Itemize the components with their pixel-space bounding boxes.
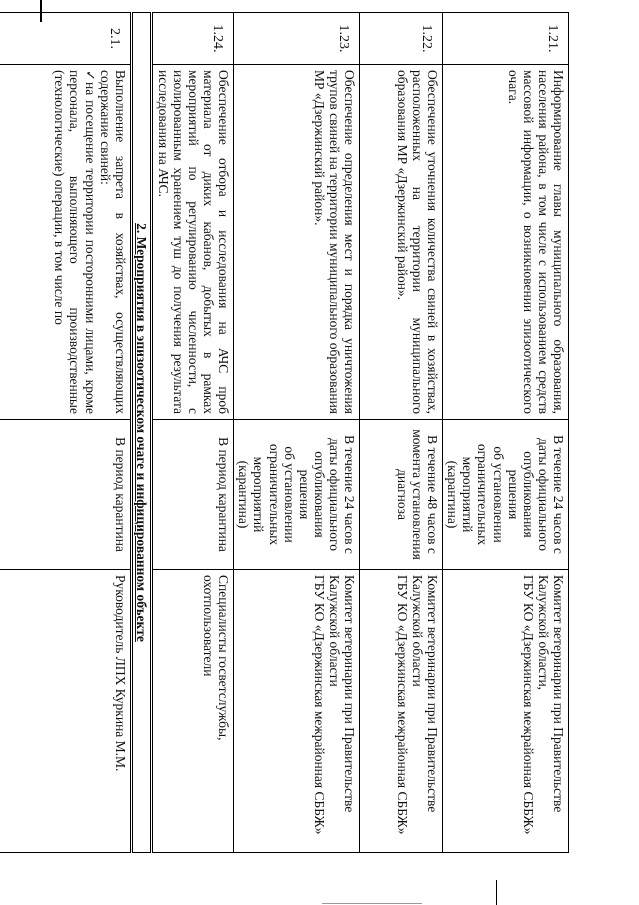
- term-cell: [360, 420, 443, 570]
- responsible-cell: Руководитель ЛПХ Куркина М.М.: [0, 570, 132, 853]
- responsible-line: Специалисты госветслужбы,: [216, 575, 232, 741]
- measure-text: Обеспечение определения мест и порядка уничтожения трупов свиней на территории муниципального образования МР «Дзержинский район».: [234, 65, 360, 420]
- responsible-line: Калужской области: [327, 575, 343, 687]
- term-line: В течение 48 часов с: [425, 435, 441, 554]
- responsible-line: охотпользователи: [201, 575, 217, 677]
- term-line: В течение 24 часов с: [342, 435, 358, 554]
- term-line: диагноза: [394, 469, 410, 520]
- row-number: 1.24.: [152, 13, 234, 65]
- term-line: мероприятий: [251, 456, 267, 533]
- term-line: ограничительных: [475, 443, 491, 546]
- row-number: 1.21.: [443, 13, 569, 65]
- term-line: В течение 24 часов с: [551, 435, 566, 554]
- responsible-line: ГБУ КО «Дзержинская межрайонная СББЖ»: [394, 575, 410, 835]
- measure-text: Информирование главы муниципального образования, населения района, в том числе с использованием средств массовой информации, о возникновении эпизоотического очага.: [443, 65, 569, 420]
- responsible-cell: [443, 570, 569, 853]
- responsible-line: ГБУ КО «Дзержинская межрайонная СББЖ»: [311, 575, 327, 835]
- responsible-line: Комитет ветеринарии при Правительстве: [425, 575, 441, 813]
- section-title: 2. Мероприятия в эпизоотическом очаге и инфицированном объекте: [132, 13, 152, 853]
- row-number: 1.23.: [234, 13, 360, 65]
- term-line: об установлении: [281, 446, 297, 543]
- checkmark-icon: ✓: [82, 70, 98, 81]
- row-number: 1.22.: [360, 13, 443, 65]
- term-line: В период карантина: [216, 437, 232, 552]
- term-line: мероприятий: [460, 456, 476, 533]
- scan-mark: [496, 880, 497, 905]
- table-row: [0, 13, 132, 853]
- measure-item: на посещение территории посторонними лицами, кроме персонала, выполняющего производственные (технологические) операции, в том числе по: [52, 70, 98, 414]
- term-line: (карантина): [445, 460, 461, 529]
- measure-text: Обеспечение отбора и исследования на АЧС проб материала от диких кабанов, добытых в рамках мероприятий по регулированию численности, с изолированным хранением туш до получения результата исследования на АЧС.: [152, 65, 234, 420]
- term-line: опубликования решения: [505, 451, 536, 538]
- term-line: даты официального: [535, 438, 551, 551]
- table-row: [443, 13, 569, 853]
- term-line: об установлении: [490, 446, 506, 543]
- row-number: 2.1.: [0, 13, 132, 65]
- responsible-cell: [152, 570, 234, 853]
- table-row: [234, 13, 360, 853]
- term-cell: В период карантина: [0, 420, 132, 570]
- measure-text: Обеспечение уточнения количества свиней в хозяйствах, расположенных на территории муниципального образования МР «Дзержинский район».: [360, 65, 443, 420]
- term-line: опубликования решения: [296, 451, 327, 538]
- responsible-cell: [234, 570, 360, 853]
- responsible-line: ГБУ КО «Дзержинская межрайонная СББЖ»: [520, 575, 536, 835]
- responsible-line: Калужской области,: [535, 575, 551, 691]
- responsible-cell: [360, 570, 443, 853]
- measures-table: [0, 12, 569, 853]
- responsible-line: Калужской области: [410, 575, 426, 687]
- measure-intro: Выполнение запрета в хозяйствах, осуществляющих содержание свиней:: [98, 70, 129, 414]
- responsible-line: Комитет ветеринарии при Правительстве: [342, 575, 358, 813]
- scan-mark: [40, 0, 42, 22]
- term-cell: [443, 420, 569, 570]
- scan-mark: [322, 903, 422, 904]
- term-cell: [234, 420, 360, 570]
- responsible-line: Комитет ветеринарии при Правительстве: [551, 575, 566, 813]
- term-line: даты официального: [327, 438, 343, 551]
- table-row: [360, 13, 443, 853]
- term-line: (карантина): [236, 460, 252, 529]
- section-header-row: [132, 13, 152, 853]
- table-row: [152, 13, 234, 853]
- term-cell: [152, 420, 234, 570]
- measure-text: [0, 65, 132, 420]
- term-line: момента установления: [410, 429, 426, 560]
- term-line: ограничительных: [266, 443, 282, 546]
